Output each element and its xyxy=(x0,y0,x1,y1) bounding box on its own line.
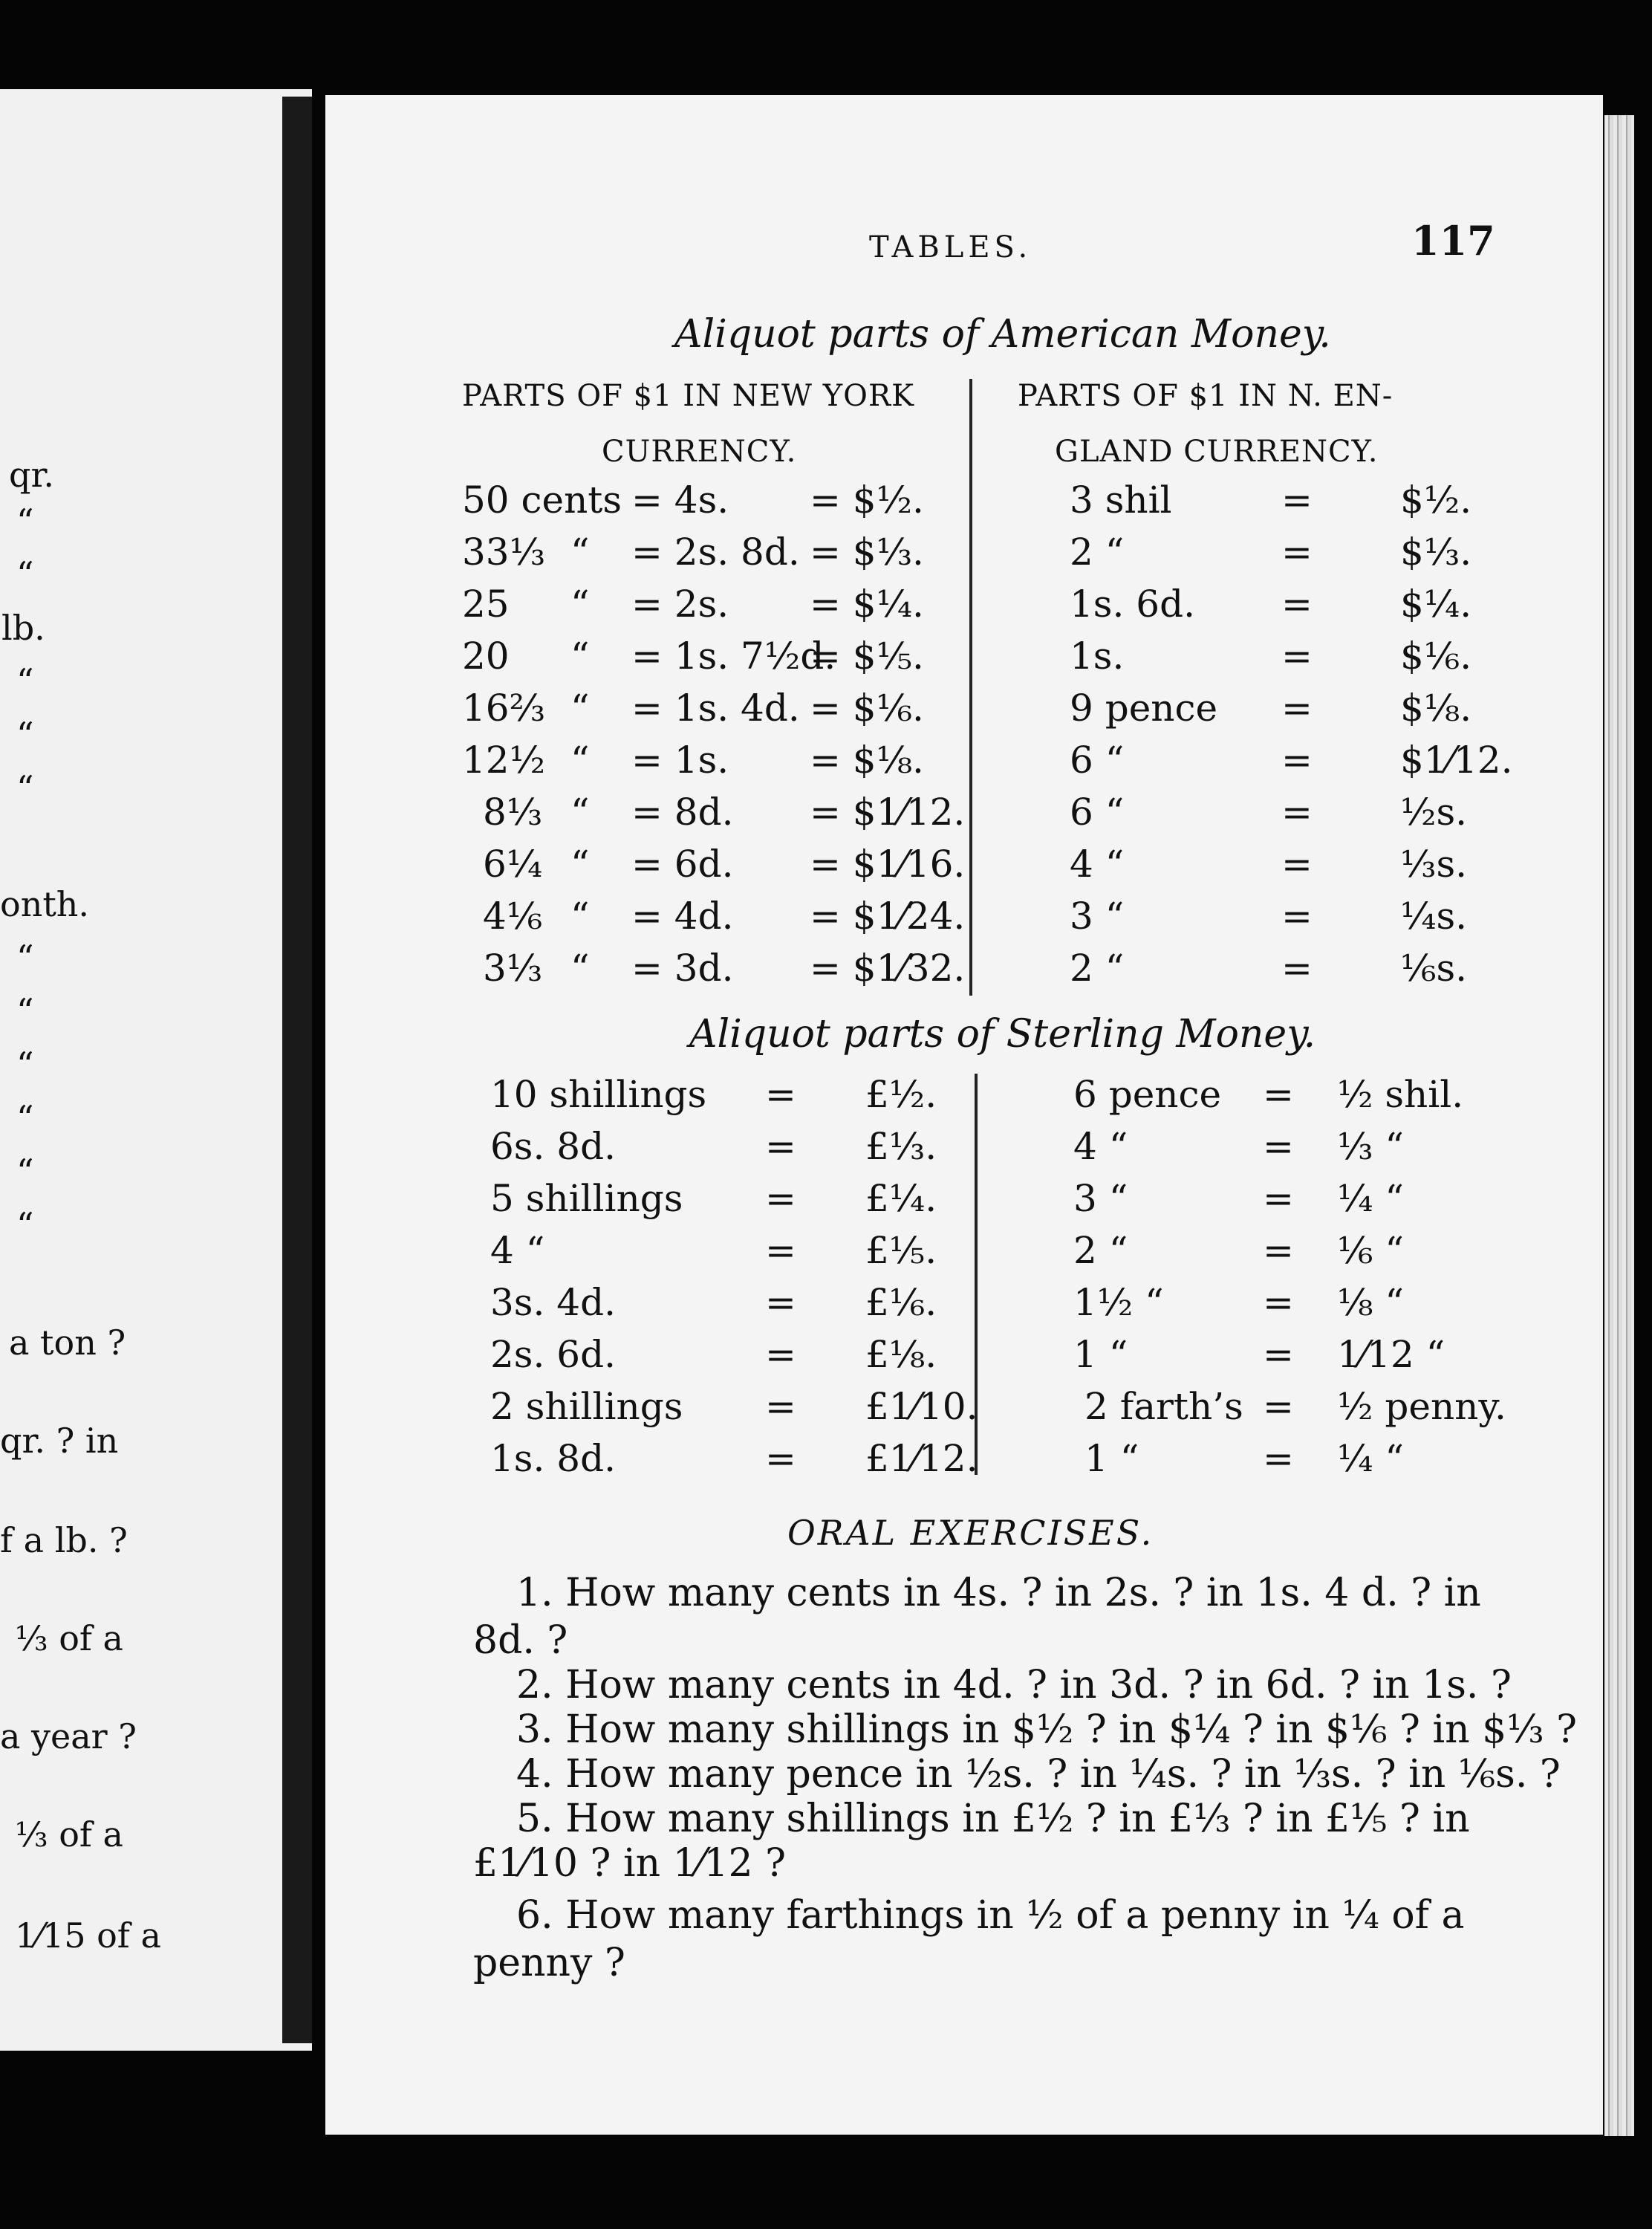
ny-amount: 6¼ xyxy=(483,843,543,886)
ne-equals: = xyxy=(1281,531,1313,574)
ny-shillings: = 8d. xyxy=(631,791,734,834)
ne-equals: = xyxy=(1281,583,1313,626)
ny-amount: 16⅔ xyxy=(462,687,546,730)
margin-fragment: 1⁄15 of a xyxy=(15,1915,161,1956)
sterling-amount: 10 shillings xyxy=(490,1073,707,1116)
margin-fragment: qr. xyxy=(9,455,55,495)
sterling-equals: = xyxy=(1263,1437,1294,1480)
sterling-amount: 1 “ xyxy=(1084,1437,1139,1480)
sterling-amount: 1s. 8d. xyxy=(490,1437,616,1480)
margin-fragment: qr. ? in xyxy=(0,1421,119,1461)
sterling-value: ¼ “ xyxy=(1337,1177,1404,1220)
ne-amount: 9 pence xyxy=(1070,687,1218,730)
ny-amount: 20 xyxy=(462,635,510,678)
ny-shillings: = 1s. 7½d. xyxy=(631,635,836,678)
ny-ditto: “ xyxy=(570,687,590,730)
ny-dollars: = $⅓. xyxy=(810,531,924,574)
left-page xyxy=(0,89,312,2051)
sterling-value: ½ penny. xyxy=(1337,1385,1506,1428)
sterling-equals: = xyxy=(1263,1333,1294,1376)
ne-amount: 1s. xyxy=(1070,635,1125,678)
sterling-amount: 4 “ xyxy=(490,1229,545,1272)
margin-fragment: f a lb. ? xyxy=(0,1520,128,1560)
sterling-equals: = xyxy=(765,1177,796,1220)
ne-amount: 1s. 6d. xyxy=(1070,583,1195,626)
ne-equals: = xyxy=(1281,947,1313,990)
sterling-equals: = xyxy=(1263,1385,1294,1428)
ny-amount: 25 xyxy=(462,583,510,626)
ny-dollars: = $1⁄12. xyxy=(810,791,966,834)
sterling-value: £1⁄12. xyxy=(865,1437,978,1480)
margin-fragment: ⅓ of a xyxy=(15,1814,123,1855)
sterling-amount: 6s. 8d. xyxy=(490,1125,616,1168)
ny-shillings: = 1s. xyxy=(631,739,729,782)
ne-equals: = xyxy=(1281,791,1313,834)
ne-equals: = xyxy=(1281,687,1313,730)
sterling-value: £½. xyxy=(865,1073,937,1116)
ne-heading-line1: PARTS OF $1 IN N. EN- xyxy=(1018,379,1394,413)
ny-shillings: = 1s. 4d. xyxy=(631,687,800,730)
ny-shillings: = 2s. 8d. xyxy=(631,531,800,574)
ne-amount: 3 “ xyxy=(1070,895,1125,938)
ny-heading-line1: PARTS OF $1 IN NEW YORK xyxy=(462,379,914,413)
margin-fragment: “ xyxy=(16,991,34,1031)
ne-value: $1⁄12. xyxy=(1400,739,1513,782)
margin-fragment: “ xyxy=(16,502,34,542)
exercise-line: £1⁄10 ? in 1⁄12 ? xyxy=(473,1841,786,1886)
sterling-value: £¼. xyxy=(865,1177,937,1220)
margin-fragment: “ xyxy=(16,715,34,755)
sterling-equals: = xyxy=(1263,1073,1294,1116)
ny-dollars: = $⅕. xyxy=(810,635,924,678)
ne-value: ⅙s. xyxy=(1400,947,1468,990)
ne-value: $⅛. xyxy=(1400,687,1472,730)
sterling-value: £⅛. xyxy=(865,1333,937,1376)
oral-exercises-title: ORAL EXERCISES. xyxy=(787,1513,1154,1553)
sterling-value: 1⁄12 “ xyxy=(1337,1333,1446,1376)
sterling-value: £⅙. xyxy=(865,1281,937,1324)
sterling-equals: = xyxy=(765,1333,796,1376)
american-column-divider xyxy=(969,379,972,996)
sterling-amount: 6 pence xyxy=(1073,1073,1222,1116)
margin-fragment: a ton ? xyxy=(9,1323,126,1363)
sterling-value: ¼ “ xyxy=(1337,1437,1404,1480)
sterling-value: ½ shil. xyxy=(1337,1073,1464,1116)
exercise-line: 5. How many shillings in £½ ? in £⅓ ? in £⅕ ? in xyxy=(516,1797,1470,1841)
ne-amount: 3 shil xyxy=(1070,478,1172,522)
page-number: 117 xyxy=(1411,217,1495,265)
sterling-amount: 2 “ xyxy=(1073,1229,1128,1272)
ny-ditto: “ xyxy=(570,947,590,990)
margin-fragment: a year ? xyxy=(0,1716,137,1756)
ny-amount: 8⅓ xyxy=(483,791,543,834)
page-edge xyxy=(1604,115,1634,2136)
ny-shillings: = 6d. xyxy=(631,843,734,886)
sterling-value: £⅓. xyxy=(865,1125,937,1168)
ne-value: ½s. xyxy=(1400,791,1468,834)
ny-amount: 4⅙ xyxy=(483,895,543,938)
ne-amount: 6 “ xyxy=(1070,739,1125,782)
ny-row xyxy=(462,478,622,522)
ne-value: $⅙. xyxy=(1400,635,1472,678)
ne-amount: 2 “ xyxy=(1070,947,1125,990)
sterling-equals: = xyxy=(1263,1125,1294,1168)
ny-shillings: = 4d. xyxy=(631,895,734,938)
margin-fragment: onth. xyxy=(0,884,90,924)
exercise-line: 6. How many farthings in ½ of a penny in ¼ of a xyxy=(516,1893,1465,1938)
sterling-equals: = xyxy=(765,1385,796,1428)
ne-value: ⅓s. xyxy=(1400,843,1468,886)
ne-heading-line2: GLAND CURRENCY. xyxy=(1055,435,1379,469)
sterling-money-title: Aliquot parts of Sterling Money. xyxy=(689,1012,1316,1057)
ny-amount: 12½ xyxy=(462,739,546,782)
ny-dollars: = $1⁄24. xyxy=(810,895,966,938)
sterling-amount: 3 “ xyxy=(1073,1177,1128,1220)
margin-fragment: “ xyxy=(16,554,34,594)
ny-dollars: = $⅛. xyxy=(810,739,924,782)
ny-shillings: = 3d. xyxy=(631,947,734,990)
exercise-line: 2. How many cents in 4d. ? in 3d. ? in 6d. ? in 1s. ? xyxy=(516,1663,1512,1707)
sterling-amount: 2 farth’s xyxy=(1084,1385,1243,1428)
margin-fragment: “ xyxy=(16,768,34,808)
sterling-value: ⅛ “ xyxy=(1337,1281,1404,1324)
sterling-value: £⅕. xyxy=(865,1229,937,1272)
margin-fragment: “ xyxy=(16,1205,34,1245)
ne-equals: = xyxy=(1281,478,1313,522)
sterling-value: £1⁄10. xyxy=(865,1385,978,1428)
ny-dollars: = $1⁄16. xyxy=(810,843,966,886)
ny-shillings: = 4s. xyxy=(631,478,729,522)
ne-amount: 6 “ xyxy=(1070,791,1125,834)
ny-amount: 50 cents xyxy=(462,478,622,522)
sterling-equals: = xyxy=(1263,1177,1294,1220)
ny-heading-line2: CURRENCY. xyxy=(602,435,797,469)
sterling-value: ⅓ “ xyxy=(1337,1125,1404,1168)
american-money-title: Aliquot parts of American Money. xyxy=(674,312,1331,357)
ny-shillings: = 2s. xyxy=(631,583,729,626)
ny-ditto: “ xyxy=(570,791,590,834)
ny-ditto: “ xyxy=(570,895,590,938)
margin-fragment: “ xyxy=(16,661,34,701)
exercise-line: 1. How many cents in 4s. ? in 2s. ? in 1s. 4 d. ? in xyxy=(516,1571,1481,1615)
sterling-equals: = xyxy=(765,1437,796,1480)
sterling-amount: 3s. 4d. xyxy=(490,1281,616,1324)
ny-ditto: “ xyxy=(570,635,590,678)
sterling-value: ⅙ “ xyxy=(1337,1229,1404,1272)
ny-amount: 3⅓ xyxy=(483,947,543,990)
exercise-line: penny ? xyxy=(473,1941,625,1985)
ny-ditto: “ xyxy=(570,531,590,574)
ny-dollars: = $1⁄32. xyxy=(810,947,966,990)
ne-amount: 4 “ xyxy=(1070,843,1125,886)
sterling-amount: 4 “ xyxy=(1073,1125,1128,1168)
sterling-equals: = xyxy=(765,1125,796,1168)
ne-equals: = xyxy=(1281,739,1313,782)
ne-value: $½. xyxy=(1400,478,1472,522)
sterling-amount: 2 shillings xyxy=(490,1385,683,1428)
ne-value: $¼. xyxy=(1400,583,1472,626)
margin-fragment: “ xyxy=(16,1045,34,1085)
sterling-amount: 1 “ xyxy=(1073,1333,1128,1376)
ny-dollars: = $¼. xyxy=(810,583,924,626)
ne-value: $⅓. xyxy=(1400,531,1472,574)
sterling-amount: 2s. 6d. xyxy=(490,1333,616,1376)
ny-amount: 33⅓ xyxy=(462,531,546,574)
exercise-line: 8d. ? xyxy=(473,1618,568,1663)
ne-equals: = xyxy=(1281,635,1313,678)
sterling-amount: 1½ “ xyxy=(1073,1281,1164,1324)
sterling-equals: = xyxy=(1263,1229,1294,1272)
sterling-amount: 5 shillings xyxy=(490,1177,683,1220)
margin-fragment: “ xyxy=(16,1152,34,1192)
exercise-line: 4. How many pence in ½s. ? in ¼s. ? in ⅓s. ? in ⅙s. ? xyxy=(516,1752,1561,1797)
sterling-equals: = xyxy=(1263,1281,1294,1324)
margin-fragment: ⅓ of a xyxy=(15,1618,123,1658)
ne-value: ¼s. xyxy=(1400,895,1468,938)
ne-amount: 2 “ xyxy=(1070,531,1125,574)
margin-fragment: lb. xyxy=(1,608,45,648)
margin-fragment: “ xyxy=(16,938,34,978)
sterling-equals: = xyxy=(765,1073,796,1116)
ne-equals: = xyxy=(1281,895,1313,938)
margin-fragment: “ xyxy=(16,1098,34,1138)
ny-ditto: “ xyxy=(570,843,590,886)
ny-dollars: = $⅙. xyxy=(810,687,924,730)
ne-equals: = xyxy=(1281,843,1313,886)
ny-dollars: = $½. xyxy=(810,478,924,522)
running-title: TABLES. xyxy=(869,230,1032,265)
book-gutter xyxy=(282,97,312,2043)
sterling-equals: = xyxy=(765,1229,796,1272)
sterling-equals: = xyxy=(765,1281,796,1324)
exercise-line: 3. How many shillings in $½ ? in $¼ ? in $⅙ ? in $⅓ ? xyxy=(516,1707,1577,1752)
ny-ditto: “ xyxy=(570,583,590,626)
ny-ditto: “ xyxy=(570,739,590,782)
